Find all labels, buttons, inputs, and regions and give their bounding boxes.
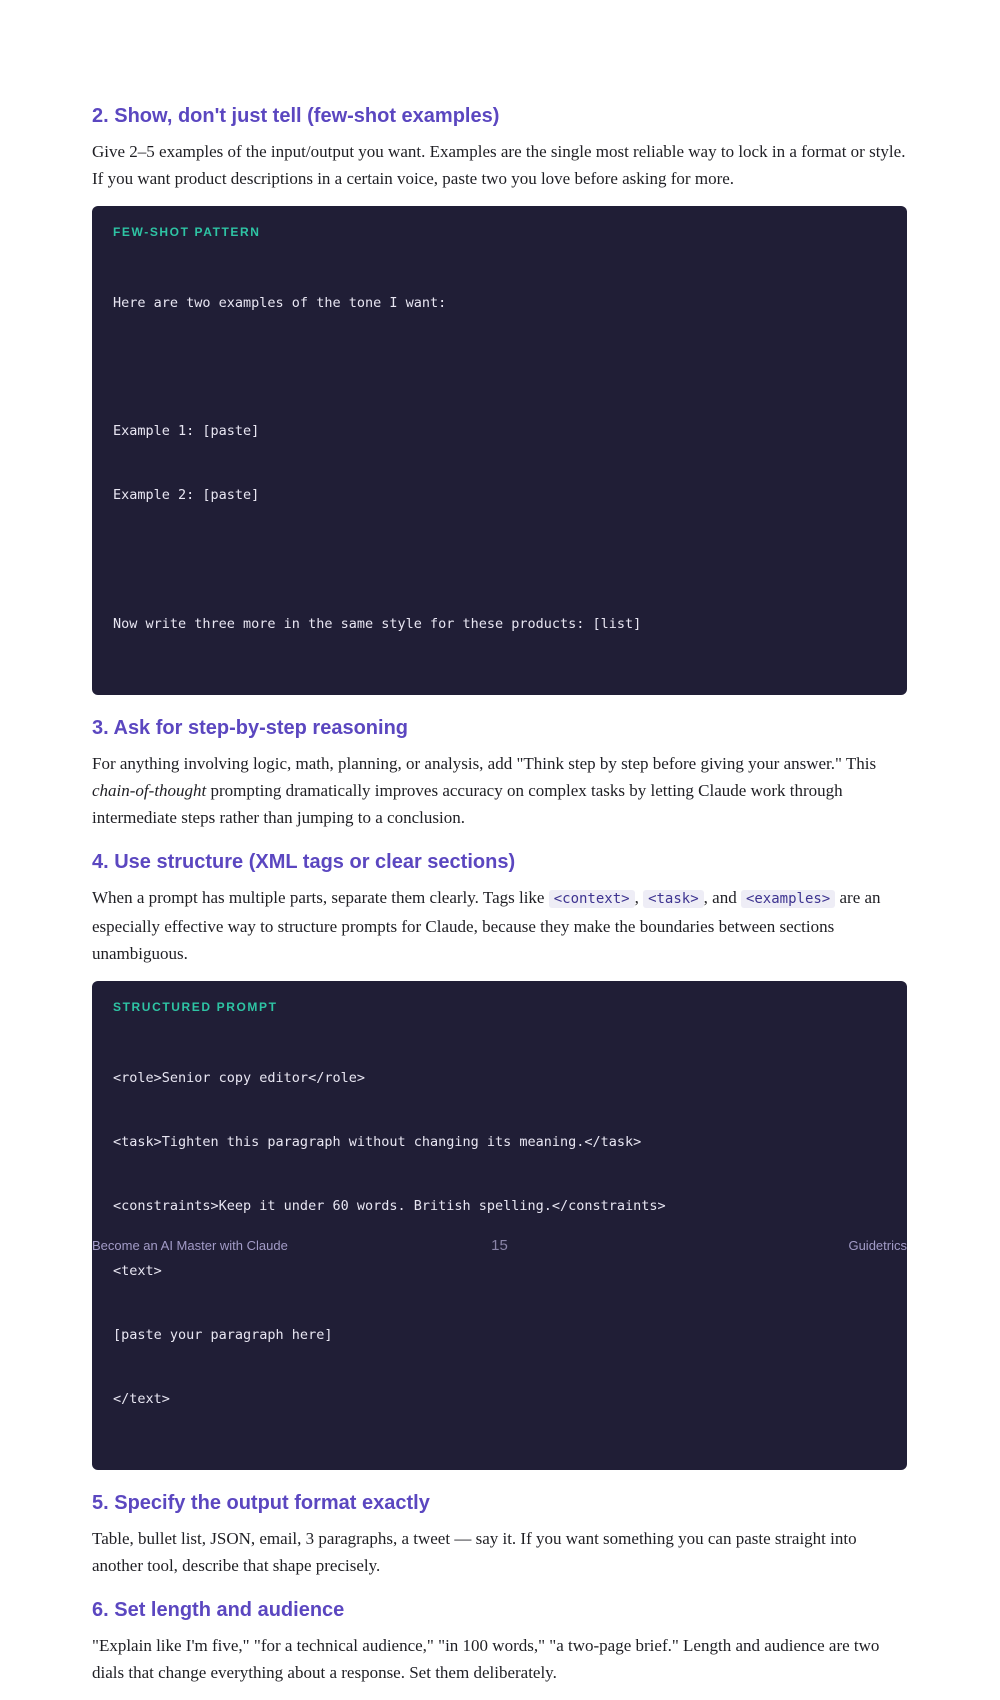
code-line: <task>Tighten this paragraph without changing its meaning.</task> xyxy=(113,1134,642,1151)
structured-prompt-code-label: STRUCTURED PROMPT xyxy=(113,1000,278,1015)
footer-book-title: Become an AI Master with Claude xyxy=(92,1238,288,1253)
section-3-body-text: For anything involving logic, math, planning, or analysis, add "Think step by step before giving your answer." This xyxy=(92,754,877,774)
footer-brand: Guidetrics xyxy=(848,1238,907,1253)
section-6-body: "Explain like I'm five," "for a technical audience," "in 100 words," "a two-page brief." Length and audience are two dials that change everything about a response. Set them deliberately. xyxy=(92,1636,880,1683)
section-4-body-text: , xyxy=(634,888,644,908)
few-shot-code xyxy=(113,250,886,678)
section-3-body-text: prompting dramatically improves accuracy on complex tasks by letting Claude work through intermediate steps rather than jumping to a conclusion. xyxy=(92,781,843,828)
page-content xyxy=(92,103,907,1700)
section-3-heading: 3. Ask for step-by-step reasoning xyxy=(92,717,408,740)
code-line: Example 2: [paste] xyxy=(113,487,260,504)
code-line: </text> xyxy=(113,1391,170,1407)
chain-of-thought-term: chain-of-thought xyxy=(92,781,207,801)
section-4-body-text: are an especially effective way to structure prompts for Claude, because they make the boundaries between sections unambiguous. xyxy=(92,888,881,964)
section-4-body-text: When a prompt has multiple parts, separate them clearly. Tags like xyxy=(92,888,549,908)
page-footer xyxy=(92,1238,907,1253)
context-tag-code: <context> xyxy=(549,890,635,908)
examples-tag-code: <examples> xyxy=(741,890,835,908)
page-number: 15 xyxy=(491,1237,508,1254)
section-6-heading: 6. Set length and audience xyxy=(92,1599,345,1622)
section-4-heading: 4. Use structure (XML tags or clear sections) xyxy=(92,851,516,874)
section-4-body-text: , and xyxy=(703,888,741,908)
code-line: <constraints>Keep it under 60 words. British spelling.</constraints> xyxy=(113,1198,666,1215)
code-line xyxy=(113,550,886,571)
section-4-body xyxy=(92,884,907,967)
section-3-body xyxy=(92,750,907,831)
code-line: <role>Senior copy editor</role> xyxy=(113,1069,365,1086)
code-line: Here are two examples of the tone I want: xyxy=(113,294,447,311)
section-5-body: Table, bullet list, JSON, email, 3 paragraphs, a tweet — say it. If you want something you can paste straight into another tool, describe that shape precisely. xyxy=(92,1529,857,1576)
code-line xyxy=(113,357,886,378)
few-shot-code-label: FEW-SHOT PATTERN xyxy=(113,225,261,239)
code-line: Example 1: [paste] xyxy=(113,423,260,440)
code-line: <text> xyxy=(113,1262,162,1279)
section-5-heading: 5. Specify the output format exactly xyxy=(92,1492,430,1515)
section-2-body: Give 2–5 examples of the input/output you want. Examples are the single most reliable way to lock in a format or style. If you want product descriptions in a certain voice, paste two you love before asking for more. xyxy=(92,142,906,188)
structured-prompt-code-block xyxy=(92,981,907,1470)
task-tag-code: <task> xyxy=(643,890,704,908)
code-line: [paste your paragraph here] xyxy=(113,1326,333,1343)
few-shot-code-block xyxy=(92,206,907,695)
section-2-heading: 2. Show, don't just tell (few-shot examples) xyxy=(92,105,500,127)
code-line: Now write three more in the same style for these products: [list] xyxy=(113,615,642,632)
